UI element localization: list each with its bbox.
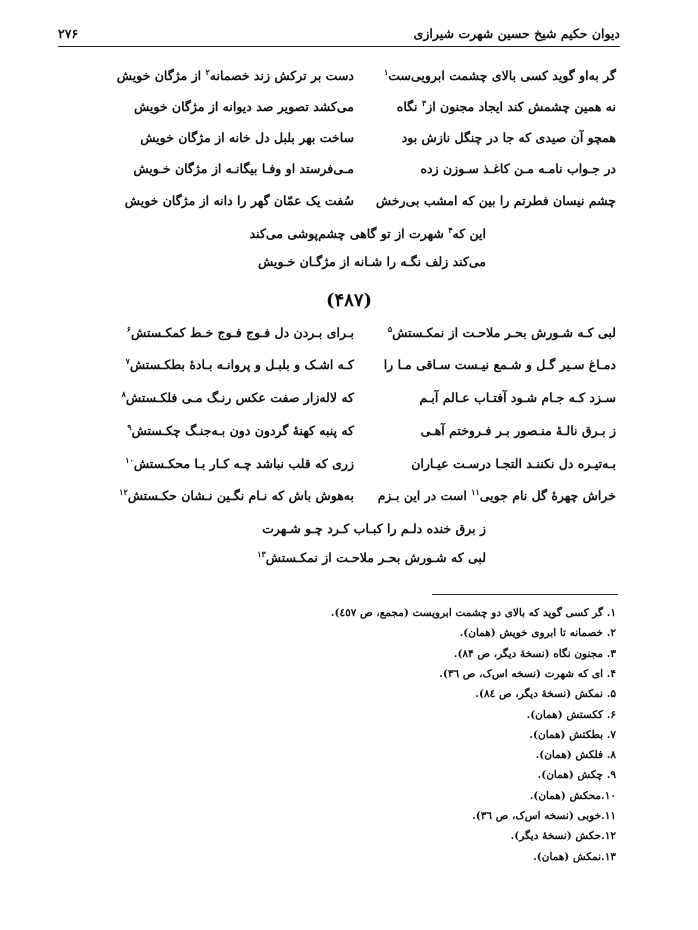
- footnote-item: ۳. مجنون نگاه (نسخهٔ دیگر، ص ۸۴).: [453, 647, 616, 660]
- footnote-item: ۶. ککستش (همان).: [526, 708, 616, 721]
- hemistich-right: خراش چهرهٔ گل نام جویی$^{۱۱}$ است در این بـزم: [377, 486, 616, 503]
- closing-hemistich: لبی که شـورش بحـر ملاحـت از نمکـستش$^{۱۳}$: [257, 548, 486, 565]
- hemistich-left: کـه اشـک و بلبـل و پروانـه بـادهٔ بطکـستش$^۷$: [125, 355, 354, 372]
- hemistich-left: ساخت بهر بلبل دل خانه از مژگان خویش: [140, 130, 354, 145]
- hemistich-left: به‌هوش باش که نـام نگـین نـشان حکـستش$^{۱۲}$: [119, 486, 354, 503]
- hemistich-left: که لاله‌زار صفت عکس رنـگ مـی فلکـستش$^۸$: [121, 388, 354, 405]
- footnote-item: ۹. چکش (همان).: [537, 769, 616, 782]
- footnote-item: ۱۱.خوبی (نسخه اس‌ک، ص ۳٦).: [472, 810, 616, 822]
- footnote-item: ۱۳.نمکش (همان).: [533, 850, 616, 863]
- header-title: دیوان حکیم شیخ حسین شهرت شیرازی: [413, 26, 620, 41]
- hemistich-left: که پنبه کهنهٔ گردون دون بـه‌جنـگ چکـستش$^۹$: [127, 421, 354, 438]
- hemistich-left: سُفت یک عمّان گهر را دانه از مژگان خویش: [124, 193, 354, 208]
- running-header: [58, 24, 620, 46]
- hemistich-right: ز بـرق نالـهٔ منـصور بـر فـروختم آهـی: [420, 423, 616, 438]
- footnote-item: ۱۰.محکش (همان).: [529, 789, 616, 802]
- hemistich-right: در جـواب نامـه مـن کاغـذ سـوزن زده: [420, 161, 616, 176]
- closing-hemistich: این که$^۴$ شهرت از تو گاهی چشم‌پوشی می‌کند: [249, 224, 486, 241]
- footnote-item: ۷. بطکتش (همان).: [529, 728, 616, 741]
- header-divider: [58, 46, 620, 47]
- footnote-item: ۸. فلکش (همان).: [535, 749, 616, 762]
- hemistich-right: نه همین چشمش کند ایجاد مجنون از$^۳$ نگاه: [396, 97, 616, 114]
- footnote-item: ۱۲.حکش (نسخهٔ دیگر).: [510, 830, 616, 843]
- hemistich-left: بـرای بـردن دل فـوج فـوج خـط کمکـستش$^۶$: [126, 323, 354, 340]
- footnote-divider: [432, 594, 618, 595]
- hemistich-right: بـه‌تیـره دل نکننـد التجـا درسـت عیـاران: [411, 456, 616, 471]
- footnote-item: ۴. ای که شهرت (نسخه اس‌ک، ص ۳٦).: [439, 667, 616, 680]
- footnote-item: ۱. گر کسی گوید که بالای دو چشمت ابرویست (مجمع، ص ٤٥٧).: [330, 607, 616, 619]
- hemistich-right: سـزد کـه جـام شـود آفتـاب عـالم آبـم: [419, 390, 616, 405]
- closing-hemistich: ز برق خنده دلـم را کبـاب کـرد چـو شـهرت: [262, 521, 486, 536]
- hemistich-right: چشم نیسان فطرتم را بین که امشب بی‌رخش: [375, 193, 616, 208]
- hemistich-left: می‌کشد تصویر صد دیوانه از مژگان خویش: [133, 99, 354, 114]
- hemistich-left: زری که قلب نباشد چـه کـار بـا محکـستش$^{۱۰}$: [125, 454, 354, 471]
- footnote-item: ۵. نمکش (نسخهٔ دیگر، ص ۸٤).: [475, 688, 616, 701]
- closing-hemistich: می‌کند زلف نگـه را شـانه از مژگـان خـویش: [258, 254, 486, 269]
- hemistich-left: دست بر ترکش زند خصمانه$^۲$ از مژگان خویش: [116, 66, 354, 83]
- hemistich-right: لبی کـه شـورش بحـر ملاحـت از نمکـستش$^۵$: [387, 323, 616, 340]
- hemistich-right: دمـاغ سـیر گـل و شـمع نیـست سـاقی مـا را: [383, 357, 616, 372]
- hemistich-right: گر به‌او گوید کسی بالای چشمت ابرویی‌ست$^۱$: [383, 66, 616, 83]
- page-number: ۲۷۶: [58, 26, 79, 41]
- footnote-item: ۲. خصمانه تا ابروی خویش (همان).: [459, 627, 616, 640]
- ghazal-number: (۴۸۷): [325, 290, 373, 311]
- hemistich-left: مـی‌فرستد او وفـا بیگانـه از مژگان خـویش: [133, 161, 354, 176]
- hemistich-right: همچو آن صیدی که جا در چنگل نازش بود: [401, 130, 616, 145]
